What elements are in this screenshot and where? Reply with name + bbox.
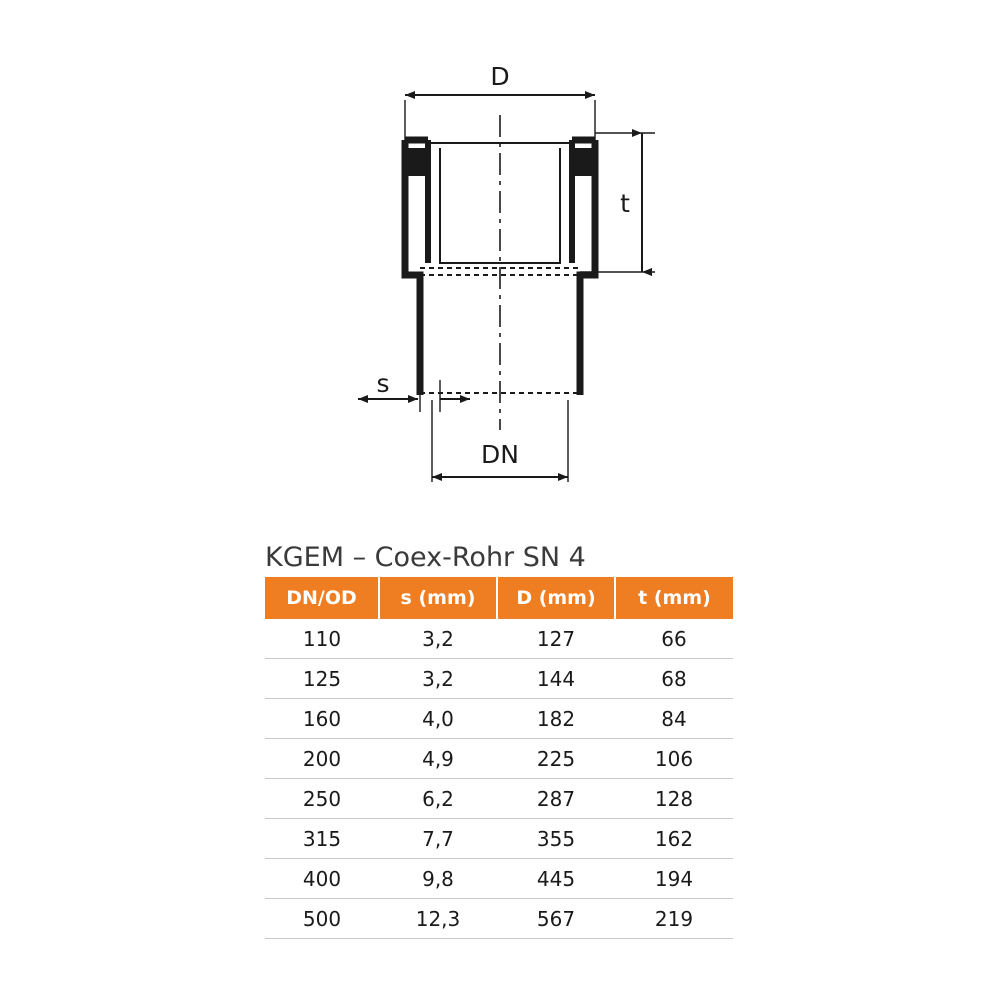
table-row: [265, 659, 733, 699]
cell-d: 567: [497, 899, 615, 939]
table-title: KGEM – Coex-Rohr SN 4: [265, 542, 586, 573]
table-row: [265, 859, 733, 899]
cell-d: 182: [497, 699, 615, 739]
cell-t: 66: [615, 619, 733, 659]
dimension-s: [358, 369, 470, 412]
cell-s: 7,7: [379, 819, 497, 859]
column-header-s: s (mm): [379, 577, 497, 619]
cell-s: 6,2: [379, 779, 497, 819]
cell-dn-od: 110: [265, 619, 379, 659]
column-header-dn-od: DN/OD: [265, 577, 379, 619]
dimension-label-t: t: [620, 189, 630, 218]
cell-dn-od: 200: [265, 739, 379, 779]
cell-s: 3,2: [379, 619, 497, 659]
cell-t: 162: [615, 819, 733, 859]
cell-s: 9,8: [379, 859, 497, 899]
column-header-d: D (mm): [497, 577, 615, 619]
cell-dn-od: 315: [265, 819, 379, 859]
table-row: [265, 699, 733, 739]
table-row: [265, 819, 733, 859]
table-header-row: [265, 577, 733, 619]
table-row: [265, 779, 733, 819]
cell-t: 106: [615, 739, 733, 779]
dimension-label-s: s: [376, 369, 390, 398]
column-header-t: t (mm): [615, 577, 733, 619]
cell-s: 3,2: [379, 659, 497, 699]
cell-dn-od: 125: [265, 659, 379, 699]
cell-d: 445: [497, 859, 615, 899]
cell-d: 144: [497, 659, 615, 699]
cell-t: 194: [615, 859, 733, 899]
specification-table: [265, 577, 733, 939]
cell-t: 128: [615, 779, 733, 819]
table-row: [265, 739, 733, 779]
table-row: [265, 899, 733, 939]
dimension-label-DN: DN: [481, 440, 519, 469]
cell-t: 68: [615, 659, 733, 699]
table-row: [265, 619, 733, 659]
cell-dn-od: 500: [265, 899, 379, 939]
cell-dn-od: 250: [265, 779, 379, 819]
cell-s: 4,0: [379, 699, 497, 739]
cell-d: 127: [497, 619, 615, 659]
dimension-label-D: D: [490, 62, 510, 91]
cell-d: 287: [497, 779, 615, 819]
specification-table-area: [0, 520, 1000, 1000]
cell-s: 4,9: [379, 739, 497, 779]
cell-dn-od: 160: [265, 699, 379, 739]
cell-dn-od: 400: [265, 859, 379, 899]
cell-s: 12,3: [379, 899, 497, 939]
cell-t: 219: [615, 899, 733, 939]
cell-d: 355: [497, 819, 615, 859]
cell-d: 225: [497, 739, 615, 779]
cell-t: 84: [615, 699, 733, 739]
